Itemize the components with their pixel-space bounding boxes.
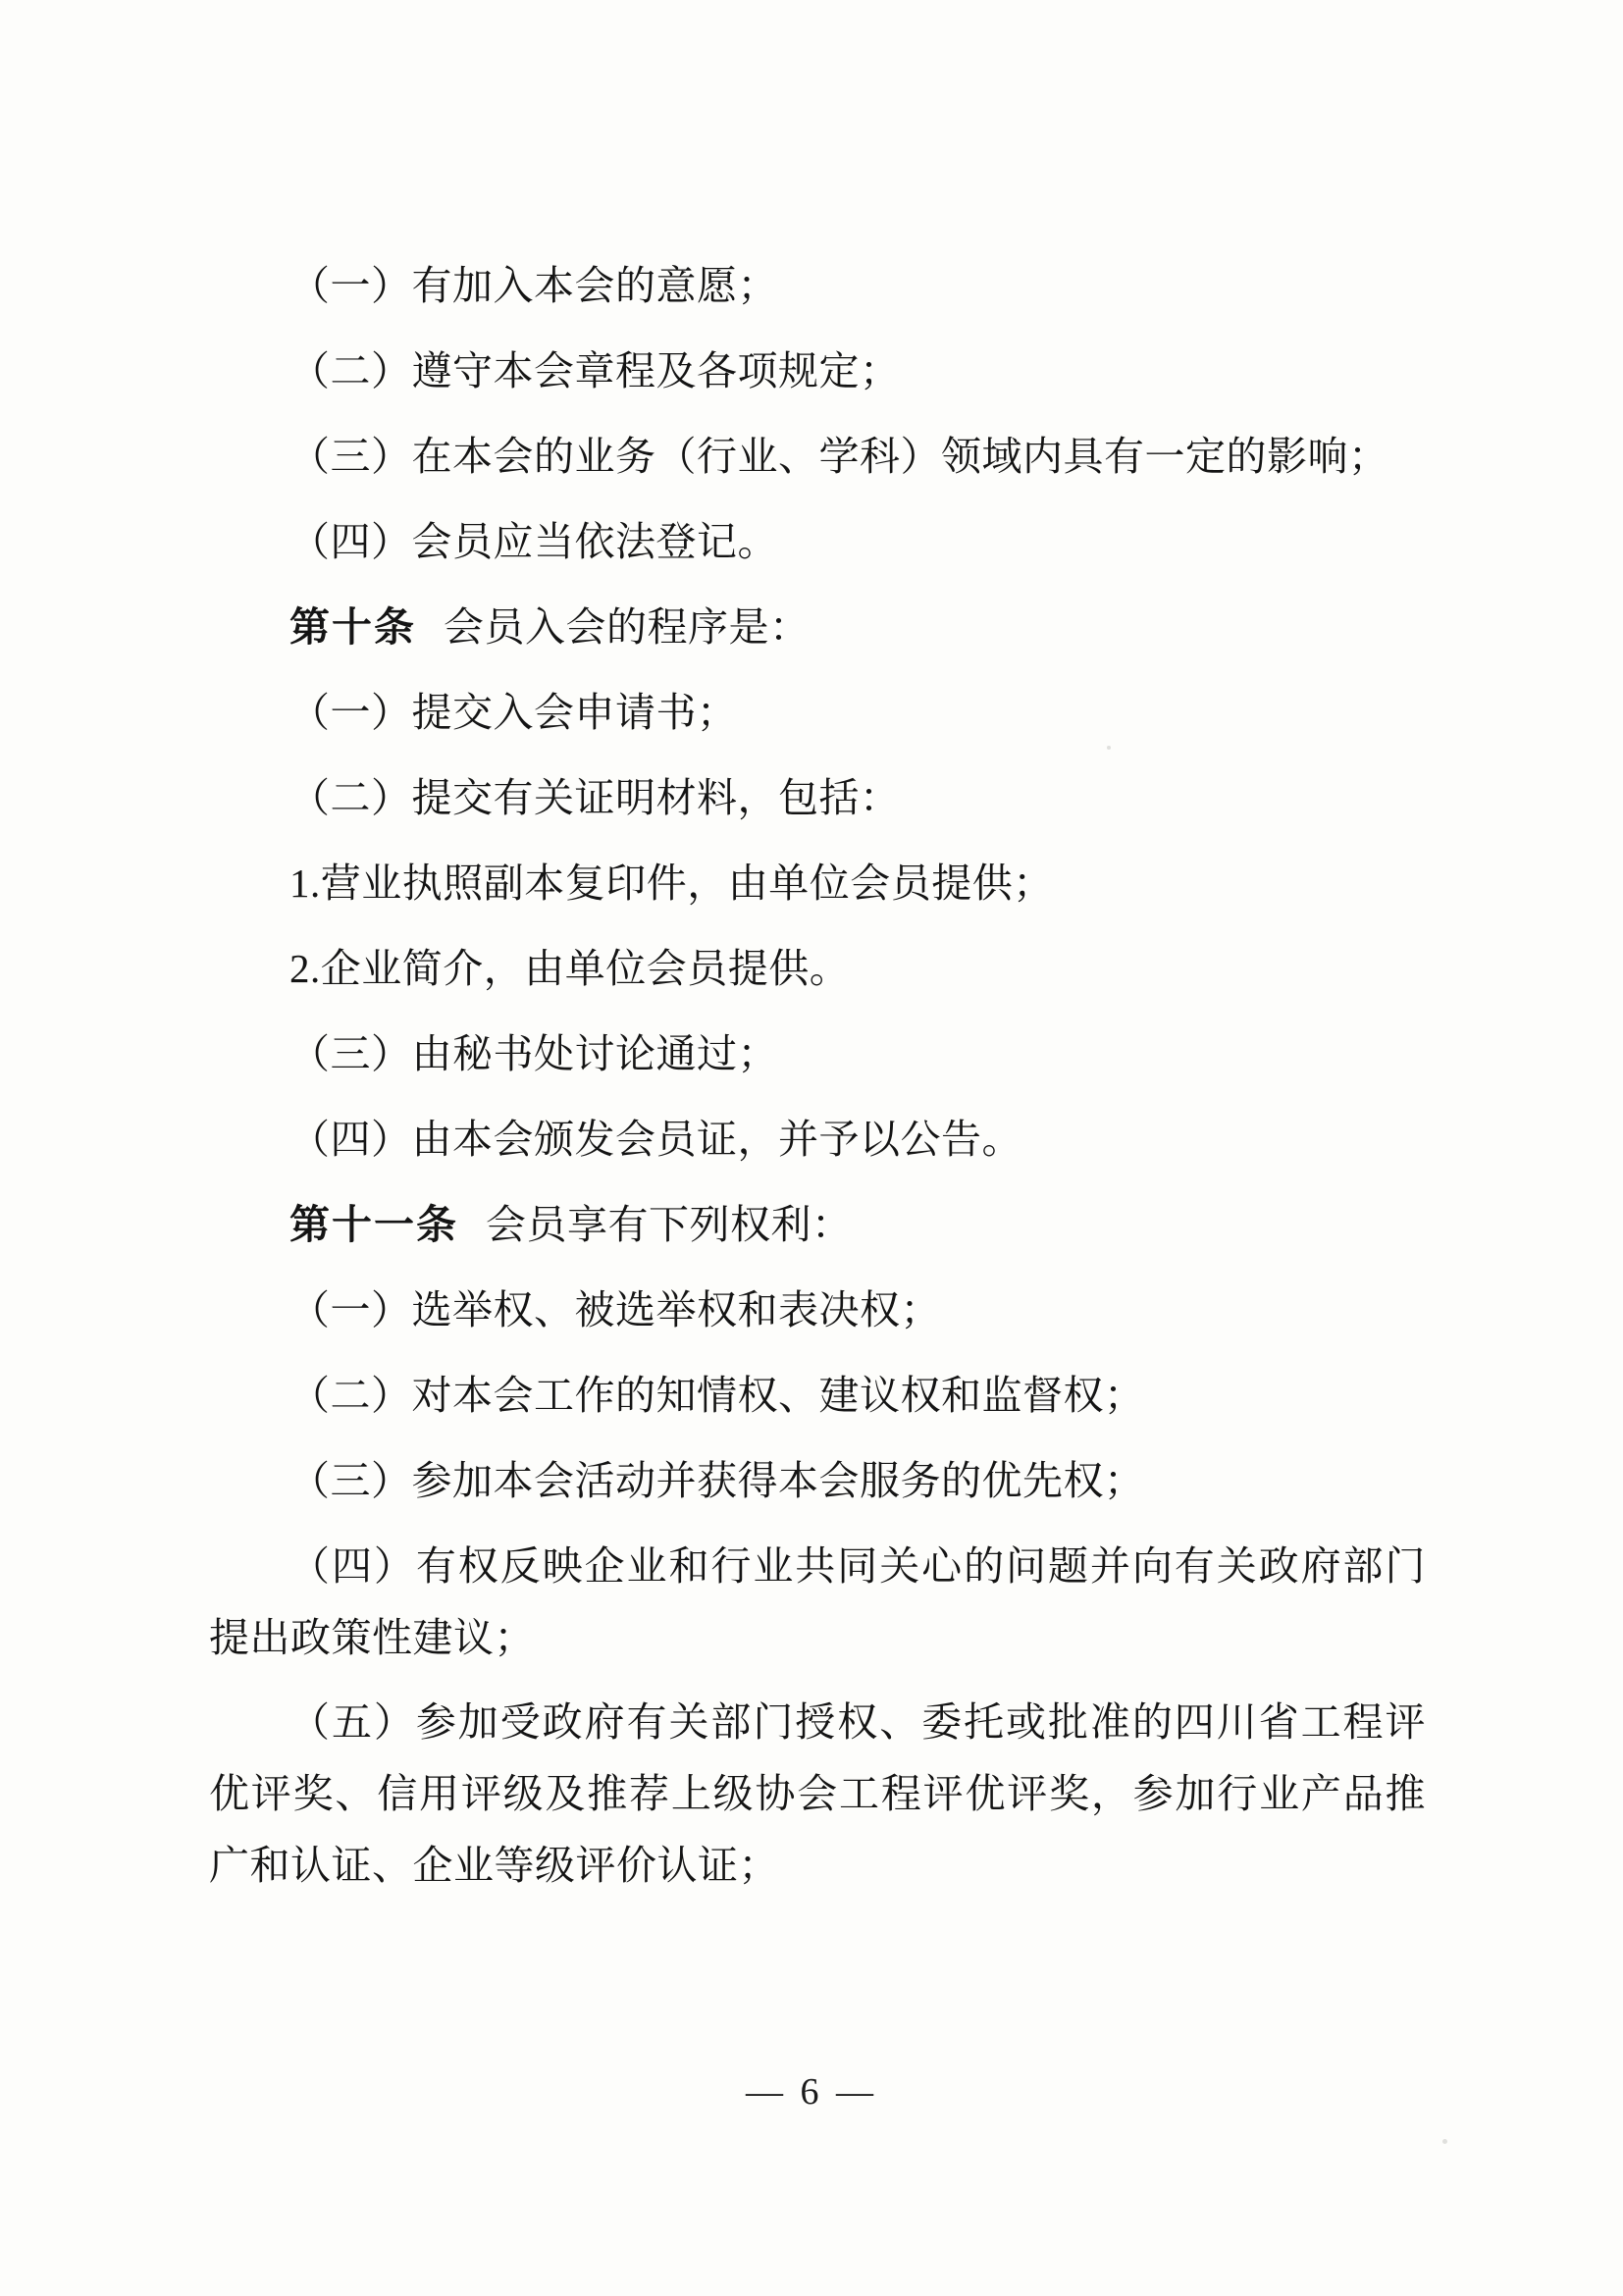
paper-speck: [1442, 2139, 1447, 2144]
paragraph-clause-3: （三）在本会的业务（行业、学科）领域内具有一定的影响；: [289, 433, 1389, 479]
page-number: — 6 —: [746, 2071, 877, 2113]
paragraph-clause-1: （一）有加入本会的意愿；: [289, 263, 778, 308]
article-eleven: [209, 1189, 1426, 1261]
article-eleven-heading: 第十一条: [289, 1201, 458, 1247]
paragraph-right-4: （四）有权反映企业和行业共同关心的问题并向有关政府部门提出政策性建议；: [209, 1542, 1426, 1660]
paragraph-procedure-4: （四）由本会颁发会员证，并予以公告。: [289, 1116, 1022, 1162]
article-ten-heading: 第十条: [289, 603, 416, 650]
paragraph-right-5: （五）参加受政府有关部门授权、委托或批准的四川省工程评优评奖、信用评级及推荐上级协会工程评优评奖，参加行业产品推广和认证、企业等级评价认证；: [209, 1699, 1426, 1889]
paragraph-procedure-2a: 1.营业执照副本复印件，由单位会员提供；: [289, 860, 1054, 906]
document-body: [209, 250, 1426, 1915]
paragraph-clause-2: （二）遵守本会章程及各项规定；: [289, 347, 901, 393]
paragraph-procedure-2b: 2.企业简介，由单位会员提供。: [289, 945, 851, 991]
paragraph-right-3: （三）参加本会活动并获得本会服务的优先权；: [289, 1457, 1145, 1503]
paragraph-right-2: （二）对本会工作的知情权、建议权和监督权；: [289, 1372, 1145, 1418]
article-ten-text: 会员入会的程序是：: [444, 603, 811, 650]
article-eleven-text: 会员享有下列权利：: [486, 1201, 853, 1247]
paragraph-procedure-1: （一）提交入会申请书；: [289, 689, 738, 735]
paper-speck: [1107, 746, 1111, 750]
article-ten: [209, 592, 1426, 663]
paragraph-procedure-2: （二）提交有关证明材料，包括：: [289, 774, 901, 820]
paragraph-right-1: （一）选举权、被选举权和表决权；: [289, 1286, 941, 1332]
paragraph-clause-4: （四）会员应当依法登记。: [289, 518, 778, 564]
paragraph-procedure-3: （三）由秘书处讨论通过；: [289, 1030, 778, 1076]
